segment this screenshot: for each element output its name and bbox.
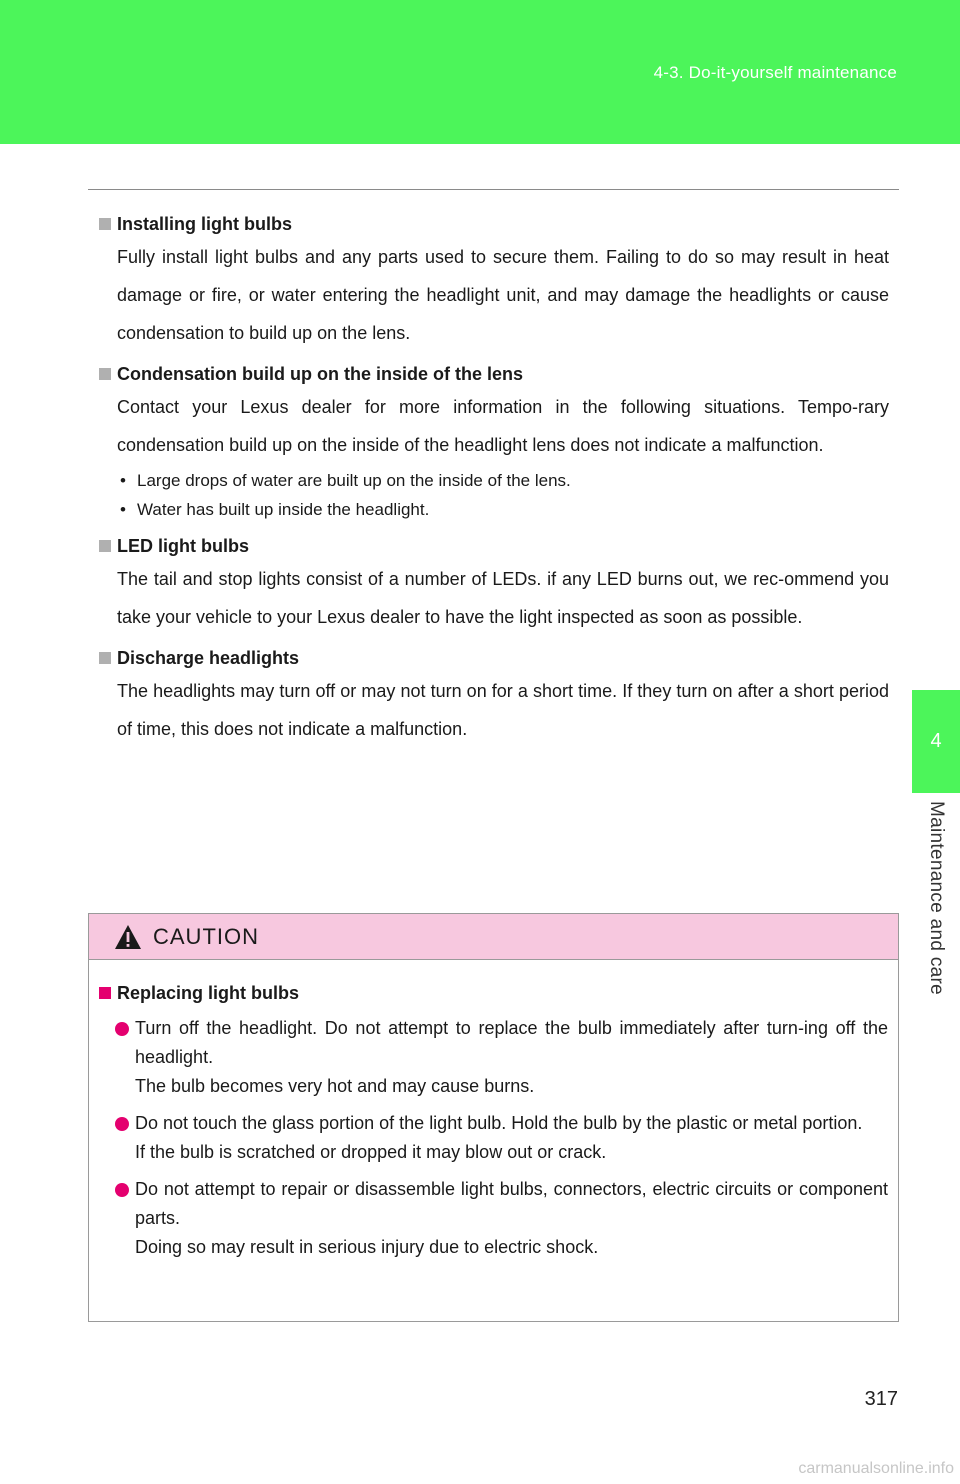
bullet-list	[117, 466, 889, 524]
caution-item-text	[135, 1175, 888, 1262]
list-item: • Large drops of water are built up on the inside of the lens.	[117, 466, 889, 495]
section-body: The headlights may turn off or may not turn on for a short time. If they turn on after a short period of time, this does not indicate a malfunction.	[117, 681, 889, 739]
caution-item-line: Do not attempt to repair or disassemble light bulbs, connectors, electric circuits or component parts.	[135, 1179, 888, 1228]
caution-item	[115, 1175, 888, 1262]
warning-triangle-icon	[114, 924, 142, 950]
section-condensation	[99, 360, 889, 524]
header-band	[0, 0, 960, 144]
square-bullet-icon	[99, 652, 111, 664]
section-installing	[99, 210, 889, 352]
caution-item-line: Do not touch the glass portion of the light bulb. Hold the bulb by the plastic or metal portion.	[135, 1113, 863, 1133]
caution-item-line: Turn off the headlight. Do not attempt to replace the bulb immediately after turn-ing off the headlight.	[135, 1018, 888, 1067]
section-body: The tail and stop lights consist of a number of LEDs. if any LED burns out, we rec-ommend you take your vehicle to your Lexus dealer to have the light inspected as soon as possible.	[117, 569, 889, 627]
section-heading-text: Installing light bulbs	[117, 214, 292, 234]
caution-subtitle	[99, 976, 888, 1010]
section-title-header: 4-3. Do-it-yourself maintenance	[653, 63, 897, 82]
chapter-number: 4	[930, 730, 942, 752]
circle-bullet-icon	[115, 1183, 129, 1197]
section-heading	[99, 644, 889, 672]
caution-item-text	[135, 1109, 862, 1167]
square-bullet-icon	[99, 987, 111, 999]
caution-heading: CAUTION	[153, 924, 259, 949]
circle-bullet-icon	[115, 1022, 129, 1036]
page-number: 317	[864, 1388, 898, 1410]
section-heading-text: LED light bulbs	[117, 536, 249, 556]
caution-box	[88, 913, 899, 1322]
section-led	[99, 532, 889, 636]
caution-item-text	[135, 1014, 888, 1101]
list-item: • Water has built up inside the headlight.	[117, 495, 889, 524]
section-heading	[99, 360, 889, 388]
section-heading-text: Discharge headlights	[117, 648, 300, 668]
caution-body	[89, 960, 898, 1262]
top-rule	[88, 189, 899, 190]
caution-item-line: The bulb becomes very hot and may cause burns.	[135, 1076, 535, 1096]
caution-item-line: Doing so may result in serious injury due to electric shock.	[135, 1237, 599, 1257]
watermark: carmanualsonline.info	[798, 1460, 954, 1477]
square-bullet-icon	[99, 218, 111, 230]
section-heading	[99, 210, 889, 238]
square-bullet-icon	[99, 368, 111, 380]
chapter-tab	[912, 690, 960, 793]
section-body: Contact your Lexus dealer for more information in the following situations. Tempo-rary condensation build up on the inside of the headlight lens does not indicate a malfunction.	[117, 397, 889, 455]
section-body: Fully install light bulbs and any parts used to secure them. Failing to do so may result in heat damage or fire, or water entering the headlight unit, and may damage the headlights or cause condensation to build up on the lens.	[117, 247, 889, 343]
section-heading-text: Condensation build up on the inside of the lens	[117, 364, 523, 384]
caution-item-line: If the bulb is scratched or dropped it may blow out or crack.	[135, 1142, 607, 1162]
caution-subtitle-text: Replacing light bulbs	[117, 983, 300, 1003]
caution-item	[115, 1109, 888, 1167]
section-heading	[99, 532, 889, 560]
square-bullet-icon	[99, 540, 111, 552]
section-discharge	[99, 644, 889, 748]
circle-bullet-icon	[115, 1117, 129, 1131]
caution-item	[115, 1014, 888, 1101]
chapter-label: Maintenance and care	[926, 801, 947, 996]
caution-header	[89, 914, 898, 960]
chapter-label-area	[912, 793, 960, 1033]
main-content	[99, 210, 889, 756]
